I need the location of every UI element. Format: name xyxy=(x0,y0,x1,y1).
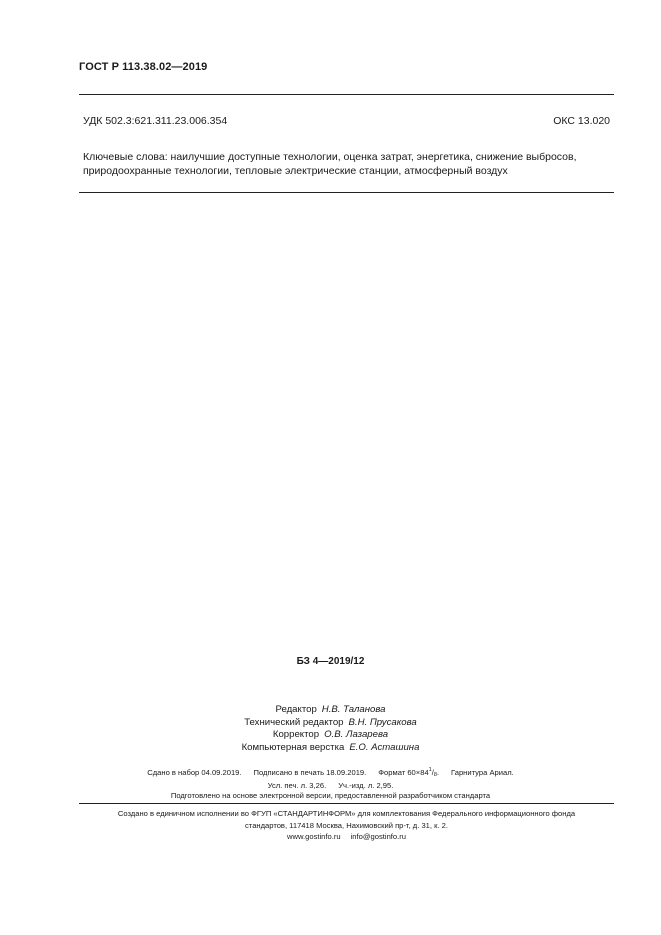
paper-format: Формат $60\times 84^1/_8$. xyxy=(378,767,440,778)
print-info xyxy=(0,765,661,802)
staff-role: Корректор xyxy=(272,729,320,741)
staff-name: О.В. Лазарева xyxy=(324,729,389,741)
submitted-date: Сдано в набор 04.09.2019. xyxy=(147,768,242,777)
print-info-line-1 xyxy=(0,765,661,781)
typeface: Гарнитура Ариал. xyxy=(451,768,514,777)
divider-top xyxy=(79,94,614,95)
footer xyxy=(79,808,614,843)
print-sheets: Усл. печ. л. 3,26. xyxy=(267,780,327,790)
staff-row-tech-editor xyxy=(0,717,661,730)
staff-role: Компьютерная верстка xyxy=(241,741,345,753)
bz-number: БЗ 4—2019/12 xyxy=(296,656,365,667)
udk-code: УДК 502.3:621.311.23.006.354 xyxy=(83,115,228,127)
footer-line-1: Создано в единичном исполнении во ФГУП «СТАНДАРТИНФОРМ» для комплектования Федерального информационного фонда xyxy=(117,809,576,818)
staff-row-proofreader xyxy=(0,729,661,742)
staff-name: Е.О. Асташина xyxy=(349,741,420,753)
staff-role: Технический редактор xyxy=(244,716,344,728)
keywords-paragraph: Ключевые слова: наилучшие доступные технологии, оценка затрат, энергетика, снижение выбросов, природоохранные технологии, тепловые электрические станции, атмосферный воздух xyxy=(83,151,577,177)
staff-name: Н.В. Таланова xyxy=(321,704,386,715)
document-code: ГОСТ Р 113.38.02—2019 xyxy=(79,61,208,73)
signed-date: Подписано в печать 18.09.2019. xyxy=(253,768,367,777)
email-link[interactable]: info@gostinfo.ru xyxy=(350,832,407,841)
footer-line-2: стандартов, 117418 Москва, Нахимовский пр-т, д. 31, к. 2. xyxy=(245,820,448,830)
staff-name: В.Н. Прусакова xyxy=(348,716,417,728)
divider-footer xyxy=(79,803,614,804)
staff-role: Редактор xyxy=(275,704,317,715)
print-info-line-2 xyxy=(0,781,661,792)
prepared-note: Подготовлено на основе электронной версии, предоставленной разработчиком стандарта xyxy=(170,791,491,800)
staff-row-editor xyxy=(0,704,661,717)
divider-keywords xyxy=(79,192,614,193)
staff-row-layout xyxy=(0,742,661,755)
oks-code: ОКС 13.020 xyxy=(553,115,610,127)
staff-list xyxy=(0,704,661,754)
website-link[interactable]: www.gostinfo.ru xyxy=(286,832,341,841)
publisher-sheets: Уч.-изд. л. 2,95. xyxy=(338,780,394,790)
footer-contacts xyxy=(79,831,614,843)
